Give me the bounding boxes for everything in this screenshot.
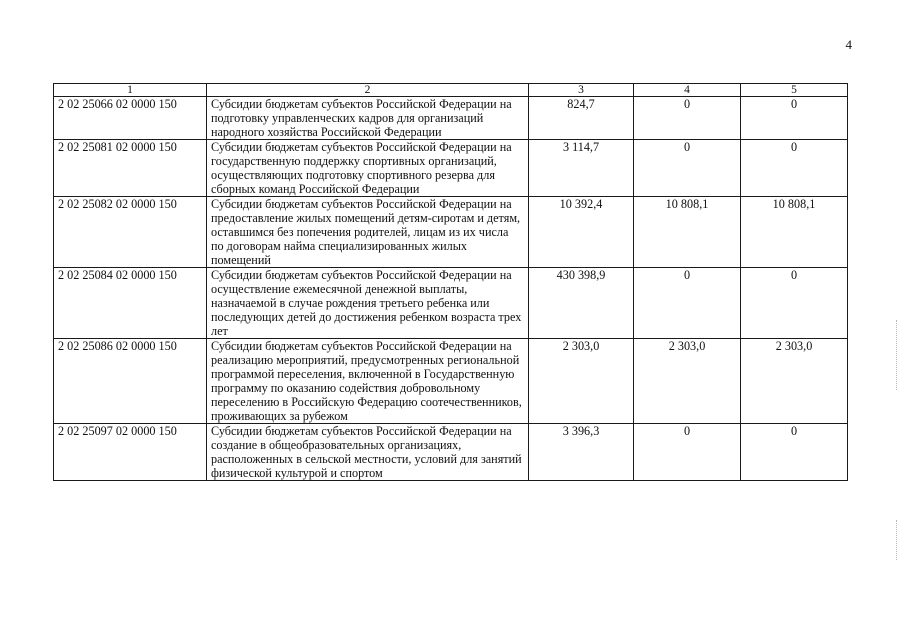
page-number: 4: [845, 37, 852, 52]
row-value-col3: 3 396,3: [529, 424, 634, 481]
table-row: [54, 97, 848, 140]
row-description: Субсидии бюджетам субъектов Российской Федерации на предоставление жилых помещений детям-сиротам и детям, оставшимся без попечения родителей, лицам из их числа по договорам найма специализированных жилых помещений: [207, 197, 529, 268]
row-value-col4: 2 303,0: [634, 339, 741, 424]
column-header-1: 1: [54, 84, 207, 97]
row-value-col5: 0: [741, 140, 848, 197]
row-value-col5: 0: [741, 424, 848, 481]
row-code: 2 02 25086 02 0000 150: [54, 339, 207, 424]
scan-artifact-dots: [896, 520, 899, 560]
row-description: Субсидии бюджетам субъектов Российской Федерации на осуществление ежемесячной денежной выплаты, назначаемой в случае рождения третьего ребенка или последующих детей до достижения ребенком возраста трех лет: [207, 268, 529, 339]
row-value-col4: 10 808,1: [634, 197, 741, 268]
row-code: 2 02 25097 02 0000 150: [54, 424, 207, 481]
row-value-col5: 0: [741, 268, 848, 339]
table-row: [54, 339, 848, 424]
table-row: [54, 424, 848, 481]
column-header-4: 4: [634, 84, 741, 97]
row-description: Субсидии бюджетам субъектов Российской Федерации на государственную поддержку спортивных организаций, осуществляющих подготовку спортивного резерва для сборных команд Российской Федерации: [207, 140, 529, 197]
row-value-col5: 0: [741, 97, 848, 140]
row-description: Субсидии бюджетам субъектов Российской Федерации на создание в общеобразовательных организациях, расположенных в сельской местности, условий для занятий физической культурой и спортом: [207, 424, 529, 481]
row-value-col4: 0: [634, 424, 741, 481]
row-value-col3: 824,7: [529, 97, 634, 140]
row-value-col4: 0: [634, 97, 741, 140]
column-header-5: 5: [741, 84, 848, 97]
table-header-row: [54, 84, 848, 97]
row-code: 2 02 25082 02 0000 150: [54, 197, 207, 268]
row-value-col3: 10 392,4: [529, 197, 634, 268]
table-row: [54, 268, 848, 339]
row-value-col3: 3 114,7: [529, 140, 634, 197]
row-description: Субсидии бюджетам субъектов Российской Федерации на реализацию мероприятий, предусмотренных региональной программой переселения, включенной в Государственную программу по оказанию содействия добровольному переселению в Российскую Федерацию соотечественников, проживающих за рубежом: [207, 339, 529, 424]
row-description: Субсидии бюджетам субъектов Российской Федерации на подготовку управленческих кадров для организаций народного хозяйства Российской Федерации: [207, 97, 529, 140]
row-code: 2 02 25084 02 0000 150: [54, 268, 207, 339]
row-code: 2 02 25081 02 0000 150: [54, 140, 207, 197]
row-value-col3: 430 398,9: [529, 268, 634, 339]
table-row: [54, 197, 848, 268]
row-value-col4: 0: [634, 268, 741, 339]
row-value-col5: 2 303,0: [741, 339, 848, 424]
table-row: [54, 140, 848, 197]
column-header-2: 2: [207, 84, 529, 97]
budget-table: [53, 83, 848, 481]
row-value-col4: 0: [634, 140, 741, 197]
row-value-col5: 10 808,1: [741, 197, 848, 268]
row-code: 2 02 25066 02 0000 150: [54, 97, 207, 140]
scan-artifact-dots: [896, 320, 899, 390]
column-header-3: 3: [529, 84, 634, 97]
row-value-col3: 2 303,0: [529, 339, 634, 424]
